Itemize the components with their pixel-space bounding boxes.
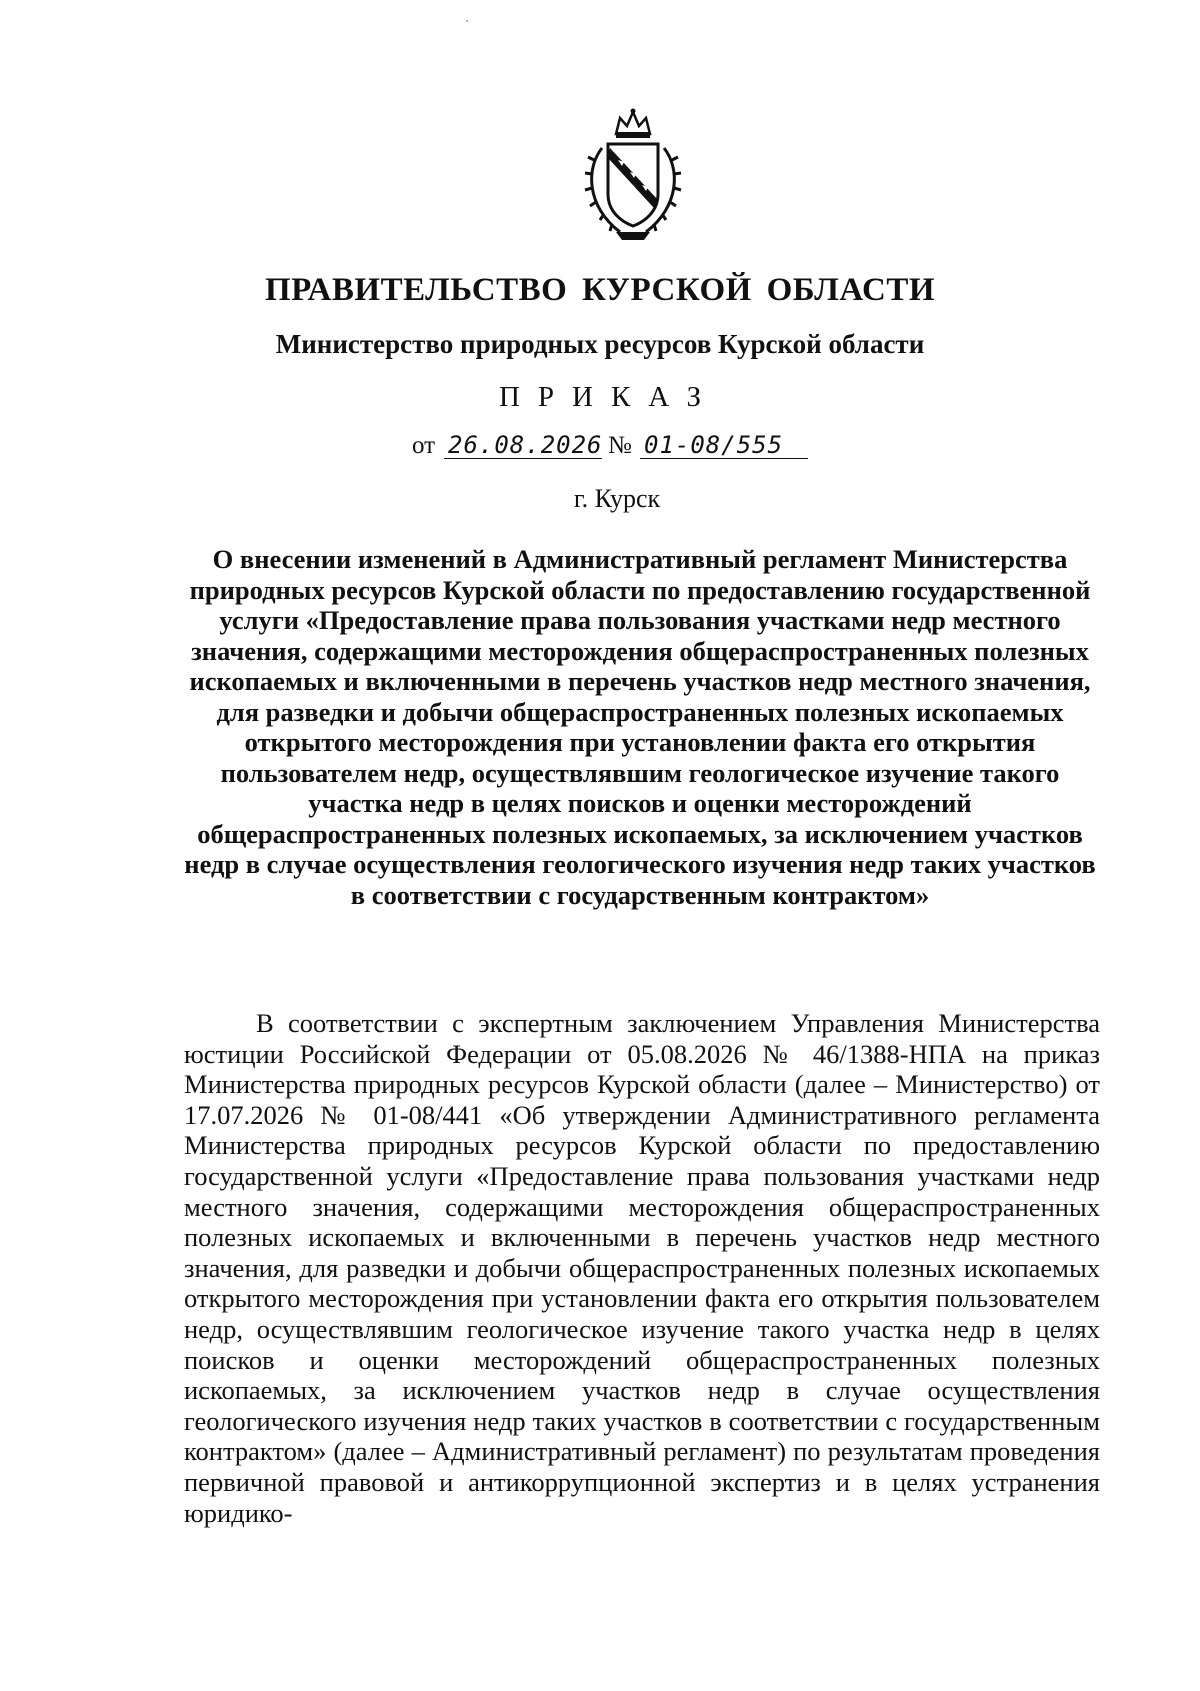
order-date-number xyxy=(412,430,912,464)
government-title: ПРАВИТЕЛЬСТВО КУРСКОЙ ОБЛАСТИ xyxy=(264,272,936,308)
date-prefix: от xyxy=(412,432,436,459)
document-type: ПРИКАЗ xyxy=(498,381,720,413)
body-paragraph: В соответствии с экспертным заключением Управления Министерства юстиции Российской Федерации от 05.08.2026 № 46/1388-НПА на приказ Министерства природных ресурсов Курской области (далее – Министерство) от 17.07.2026 № 01-08/441 «Об утверждении Административного регламента Министерства природных ресурсов Курской области по предоставлению государственной услуги «Предоставление права пользования участками недр местного значения, содержащими месторождения общераспространенных полезных ископаемых и включенными в перечень участков недр местного значения, для разведки и добычи общераспространенных полезных ископаемых открытого месторождения при установлении факта его открытия пользователем недр, осуществлявшим геологическое изучение такого участка недр в целях поисков и оценки месторождений общераспространенных полезных ископаемых, за исключением участков недр в случае осуществления геологического изучения недр таких участков в соответствии с государственным контрактом» (далее – Административный регламент) по результатам проведения первичной правовой и антикоррупционной экспертиз и в целях устранения юридико- xyxy=(184,1008,1100,1528)
coat-of-arms-icon xyxy=(580,108,686,246)
city: г. Курск xyxy=(573,484,661,513)
order-date: 26.08.2026 xyxy=(444,428,602,459)
number-prefix: № xyxy=(608,432,632,459)
order-number: 01-08/555 xyxy=(640,428,808,459)
ministry-name: Министерство природных ресурсов Курской области xyxy=(275,329,925,359)
scan-speck xyxy=(466,20,468,22)
document-subject: О внесении изменений в Административный регламент Министерства природных ресурсов Курской области по предоставлению государственной услуги «Предоставление права пользования участками недр местного значения, содержащими месторождения общераспространенных полезных ископаемых и включенными в перечень участков недр местного значения, для разведки и добычи общераспространенных полезных ископаемых открытого месторождения при установлении факта его открытия пользователем недр, осуществлявшим геологическое изучение такого участка недр в целях поисков и оценки месторождений общераспространенных полезных ископаемых, за исключением участков недр в случае осуществления геологического изучения недр таких участков в соответствии с государственным контрактом» xyxy=(184,544,1096,910)
